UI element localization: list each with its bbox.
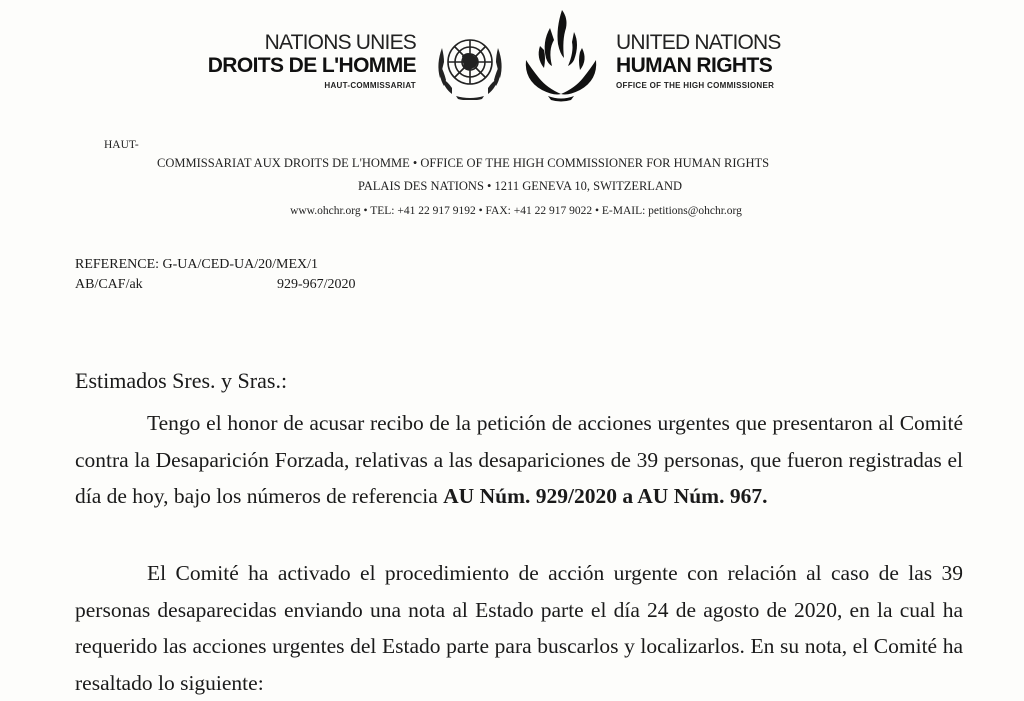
human-rights-flame-icon [520,6,602,102]
address-line2: PALAIS DES NATIONS • 1211 GENEVA 10, SWITZERLAND [357,179,683,193]
letterhead-fr-line1: NATIONS UNIES [264,31,416,54]
salutation: Estimados Sres. y Sras.: [75,368,288,393]
reference-range-bold: AU Núm. 929/2020 a AU Núm. 967. [443,484,768,508]
paragraph-acknowledgement [75,405,963,515]
address-haut: HAUT- [104,139,139,151]
address-line1: COMMISSARIAT AUX DROITS DE L'HOMME • OFFICE OF THE HIGH COMMISSIONER FOR HUMAN RIGHTS [157,156,770,170]
address-contact-line: www.ohchr.org • TEL: +41 22 917 9192 • FAX: +41 22 917 9022 • E-MAIL: petitions@ohchr.org [290,205,742,217]
reference-line: REFERENCE: G-UA/CED-UA/20/MEX/1 [75,257,319,272]
letterhead-en-line3: OFFICE OF THE HIGH COMMISSIONER [616,81,775,90]
letterhead-english [616,32,781,90]
reference-initials: AB/CAF/ak [75,277,143,292]
paragraph-urgent-action: El Comité ha activado el procedimiento de acción urgente con relación al caso de las 39 personas desaparecidas enviando una nota al Estado parte el día 24 de agosto de 2020, en la cual ha requerido las acciones urgentes del Estado parte para buscarlos y localizarlos. En su nota, el Comité ha resaltado lo siguiente: [75,561,963,695]
letterhead [0,0,1024,110]
reference-numbers: 929-967/2020 [277,277,356,292]
letterhead-fr-line2: DROITS DE L'HOMME [207,54,416,77]
letterhead-en-line2: HUMAN RIGHTS [616,54,773,77]
letterhead-en-line1: UNITED NATIONS [616,31,781,54]
paragraph-acknowledgement-text: Tengo el honor de acusar recibo de la petición de acciones urgentes que presentaron al Comité contra la Desaparición Forzada, relativas a las desapariciones de 39 personas, que fueron registradas el día de hoy, bajo los números de referencia [75,411,963,508]
letterhead-french [208,32,416,90]
un-emblem-icon [432,28,508,100]
letterhead-fr-line3: HAUT-COMMISSARIAT [324,81,416,90]
